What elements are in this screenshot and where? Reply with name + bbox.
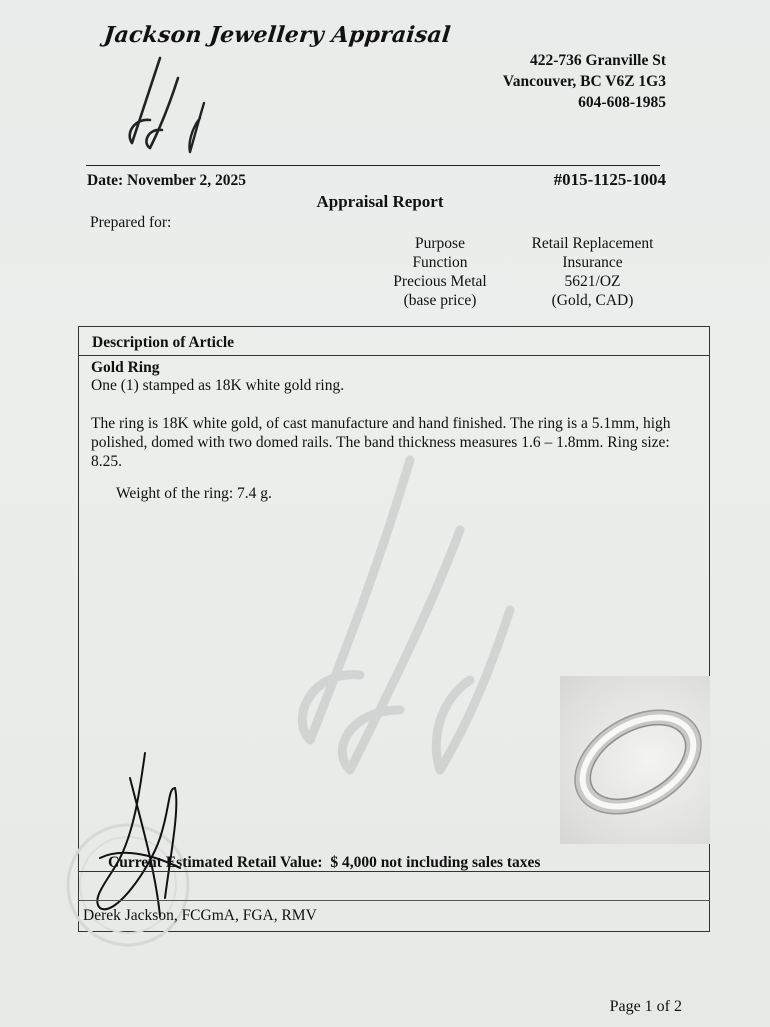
ring-photo <box>560 676 710 844</box>
report-title: Appraisal Report <box>316 192 444 211</box>
estimated-retail-value <box>108 854 540 872</box>
article-line: One (1) stamped as 18K white gold ring. <box>91 377 345 394</box>
field-label-function: Function <box>412 254 468 271</box>
company-phone: 604-608-1985 <box>578 94 666 111</box>
address-city: Vancouver, BC V6Z 1G3 <box>502 73 666 90</box>
value-label: Current Estimated Retail Value: <box>108 854 323 871</box>
value-divider <box>78 871 710 872</box>
signature-line <box>78 900 710 901</box>
field-value-purpose: Retail Replacement <box>531 235 654 252</box>
description-header-divider <box>78 355 710 356</box>
header-divider <box>86 165 660 166</box>
appraisal-field-values <box>510 234 675 310</box>
description-heading: Description of Article <box>92 334 235 351</box>
field-label-purpose: Purpose <box>415 235 465 252</box>
field-value-currency: (Gold, CAD) <box>551 292 634 309</box>
field-value-function: Insurance <box>562 254 623 271</box>
company-address <box>503 50 666 113</box>
ring-weight: Weight of the ring: 7.4 g. <box>116 485 272 502</box>
report-number: #015-1125-1004 <box>553 170 666 189</box>
watermark-monogram <box>270 440 530 780</box>
appraiser-name: Derek Jackson, FCGmA, FGA, RMV <box>83 907 317 924</box>
company-monogram-logo <box>120 48 230 158</box>
value-amount: $ 4,000 not including sales taxes <box>330 854 541 871</box>
prepared-for-label: Prepared for: <box>90 214 172 231</box>
field-label-precious-metal: Precious Metal <box>393 273 487 290</box>
address-street: 422-736 Granville St <box>529 52 666 69</box>
article-title: Gold Ring <box>91 359 160 376</box>
signature <box>80 748 200 918</box>
report-date: Date: November 2, 2025 <box>87 172 246 189</box>
appraisal-field-labels <box>360 234 520 310</box>
field-value-metal-price: 5621/OZ <box>564 273 621 290</box>
field-label-base-price: (base price) <box>403 292 477 309</box>
company-name: Jackson Jewellery Appraisal <box>102 22 452 48</box>
page-number: Page 1 of 2 <box>609 998 682 1015</box>
article-paragraph: The ring is 18K white gold, of cast manufacture and hand finished. The ring is a 5.1mm, high polished, domed with two domed rails. The band thickness measures 1.6 – 1.8mm. Ring size: 8.25. <box>91 415 671 470</box>
